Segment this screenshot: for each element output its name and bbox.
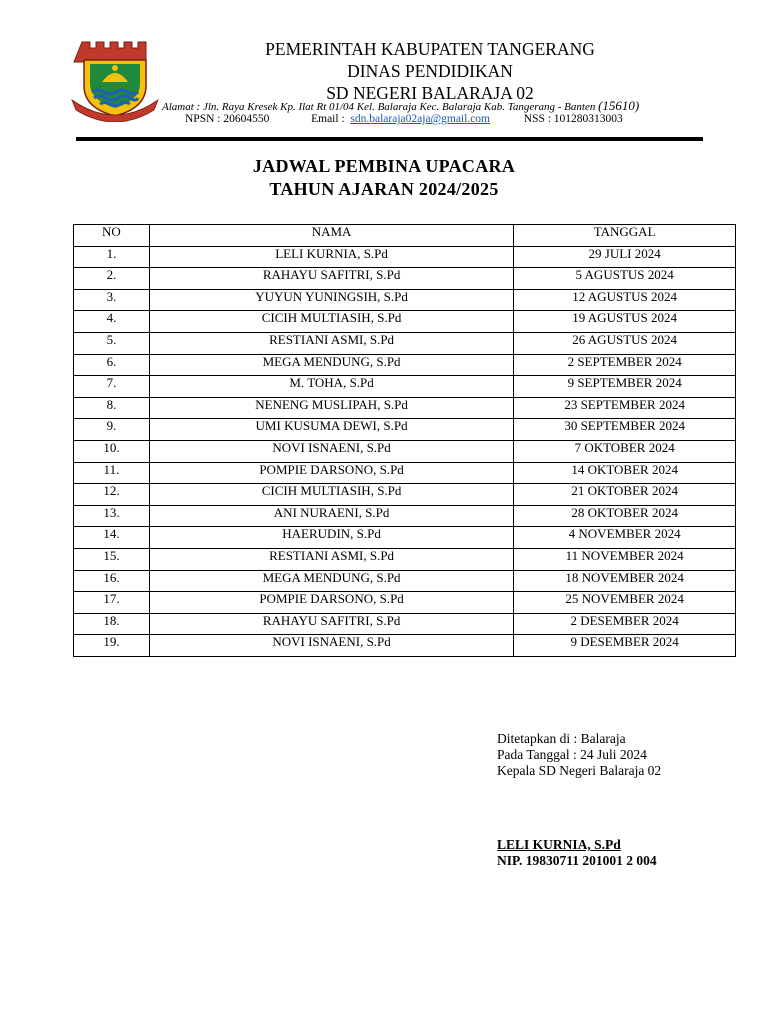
row-nama: MEGA MENDUNG, S.Pd (149, 570, 513, 592)
signature-place: Ditetapkan di : Balaraja (497, 731, 626, 746)
table-row (74, 462, 736, 484)
table-row (74, 376, 736, 398)
row-no: 19. (74, 635, 150, 657)
row-nama: NOVI ISNAENI, S.Pd (149, 635, 513, 657)
row-no: 1. (74, 246, 150, 268)
row-nama: ANI NURAENI, S.Pd (149, 505, 513, 527)
nss: NSS : 101280313003 (523, 113, 623, 125)
row-no: 16. (74, 570, 150, 592)
row-no: 7. (74, 376, 150, 398)
row-no: 10. (74, 440, 150, 462)
signature-position: Kepala SD Negeri Balaraja 02 (497, 763, 662, 778)
document-subtitle: TAHUN AJARAN 2024/2025 (269, 179, 499, 199)
row-nama: NENENG MUSLIPAH, S.Pd (149, 397, 513, 419)
table-row (74, 570, 736, 592)
row-nama: RESTIANI ASMI, S.Pd (149, 332, 513, 354)
row-nama: POMPIE DARSONO, S.Pd (149, 592, 513, 614)
table-row (74, 484, 736, 506)
row-nama: MEGA MENDUNG, S.Pd (149, 354, 513, 376)
row-nama: RESTIANI ASMI, S.Pd (149, 548, 513, 570)
row-tanggal: 23 SEPTEMBER 2024 (514, 397, 736, 419)
table-header-row (74, 225, 736, 247)
row-nama: M. TOHA, S.Pd (149, 376, 513, 398)
postal-code: (15610) (598, 98, 640, 113)
row-no: 15. (74, 548, 150, 570)
table-row (74, 246, 736, 268)
table-row (74, 548, 736, 570)
row-tanggal: 21 OKTOBER 2024 (514, 484, 736, 506)
row-tanggal: 9 DESEMBER 2024 (514, 635, 736, 657)
row-nama: POMPIE DARSONO, S.Pd (149, 462, 513, 484)
row-tanggal: 4 NOVEMBER 2024 (514, 527, 736, 549)
letterhead (160, 38, 700, 104)
header-divider (76, 137, 703, 141)
row-no: 4. (74, 311, 150, 333)
row-nama: CICIH MULTIASIH, S.Pd (149, 484, 513, 506)
row-no: 17. (74, 592, 150, 614)
row-no: 2. (74, 268, 150, 290)
row-tanggal: 7 OKTOBER 2024 (514, 440, 736, 462)
contact-line (185, 113, 623, 125)
row-no: 6. (74, 354, 150, 376)
table-row (74, 289, 736, 311)
table-row (74, 332, 736, 354)
row-tanggal: 9 SEPTEMBER 2024 (514, 376, 736, 398)
row-nama: RAHAYU SAFITRI, S.Pd (149, 613, 513, 635)
table-row (74, 354, 736, 376)
row-tanggal: 29 JULI 2024 (514, 246, 736, 268)
schedule-table (73, 224, 736, 657)
table-row (74, 635, 736, 657)
signer-name: LELI KURNIA, S.Pd (497, 837, 621, 852)
document-title: JADWAL PEMBINA UPACARA (252, 156, 516, 176)
npsn: NPSN : 20604550 (185, 113, 270, 125)
row-tanggal: 28 OKTOBER 2024 (514, 505, 736, 527)
row-no: 3. (74, 289, 150, 311)
row-tanggal: 11 NOVEMBER 2024 (514, 548, 736, 570)
header-no: NO (74, 225, 150, 247)
row-no: 18. (74, 613, 150, 635)
address-text: Alamat : Jln. Raya Kresek Kp. Ilat Rt 01/04 Kel. Balaraja Kec. Balaraja Kab. Tangerang - Banten (162, 101, 596, 113)
table-row (74, 419, 736, 441)
row-tanggal: 2 SEPTEMBER 2024 (514, 354, 736, 376)
school-district-logo (70, 38, 160, 122)
row-tanggal: 25 NOVEMBER 2024 (514, 592, 736, 614)
row-nama: NOVI ISNAENI, S.Pd (149, 440, 513, 462)
school-name: SD NEGERI BALARAJA 02 (326, 83, 534, 103)
row-no: 12. (74, 484, 150, 506)
row-tanggal: 2 DESEMBER 2024 (514, 613, 736, 635)
table-row (74, 440, 736, 462)
row-tanggal: 30 SEPTEMBER 2024 (514, 419, 736, 441)
row-no: 8. (74, 397, 150, 419)
row-nama: HAERUDIN, S.Pd (149, 527, 513, 549)
row-no: 13. (74, 505, 150, 527)
row-nama: RAHAYU SAFITRI, S.Pd (149, 268, 513, 290)
row-no: 9. (74, 419, 150, 441)
email-link[interactable]: sdn.balaraja02aja@gmail.com (350, 113, 491, 125)
header-nama: NAMA (149, 225, 513, 247)
header-tanggal: TANGGAL (514, 225, 736, 247)
table-row (74, 311, 736, 333)
row-tanggal: 18 NOVEMBER 2024 (514, 570, 736, 592)
department-name: DINAS PENDIDIKAN (347, 61, 513, 81)
table-row (74, 527, 736, 549)
table-row (74, 397, 736, 419)
row-nama: CICIH MULTIASIH, S.Pd (149, 311, 513, 333)
table-row (74, 505, 736, 527)
row-nama: YUYUN YUNINGSIH, S.Pd (149, 289, 513, 311)
signature-date: Pada Tanggal : 24 Juli 2024 (497, 747, 647, 762)
row-no: 14. (74, 527, 150, 549)
row-no: 5. (74, 332, 150, 354)
row-no: 11. (74, 462, 150, 484)
row-tanggal: 14 OKTOBER 2024 (514, 462, 736, 484)
table-row (74, 613, 736, 635)
row-tanggal: 5 AGUSTUS 2024 (514, 268, 736, 290)
table-row (74, 592, 736, 614)
row-nama: UMI KUSUMA DEWI, S.Pd (149, 419, 513, 441)
school-address (162, 98, 702, 114)
row-tanggal: 12 AGUSTUS 2024 (514, 289, 736, 311)
row-nama: LELI KURNIA, S.Pd (149, 246, 513, 268)
row-tanggal: 19 AGUSTUS 2024 (514, 311, 736, 333)
government-name: PEMERINTAH KABUPATEN TANGERANG (265, 39, 595, 59)
signer-nip: NIP. 19830711 201001 2 004 (497, 853, 657, 868)
row-tanggal: 26 AGUSTUS 2024 (514, 332, 736, 354)
email-label: Email : (311, 113, 348, 125)
table-row (74, 268, 736, 290)
